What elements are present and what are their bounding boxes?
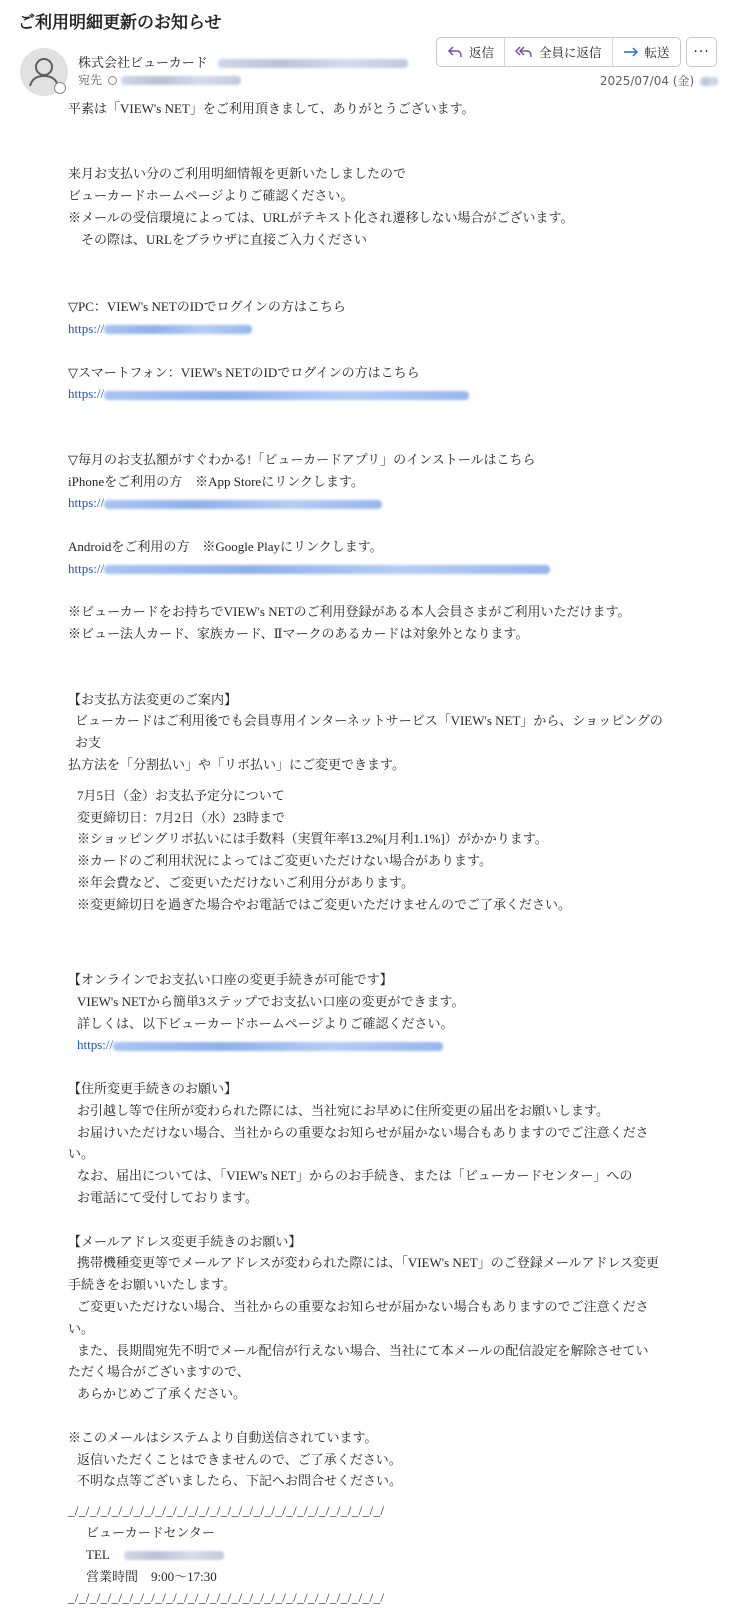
forward-button[interactable] [613, 38, 680, 66]
to-label: 宛先 [78, 73, 103, 87]
recipient-status-icon [108, 76, 117, 85]
link-prefix: https:// [68, 320, 105, 336]
body-line: ただく場合がございますので、 [68, 1364, 250, 1380]
body-line: 詳しくは、以下ビューカードホームページよりご確認ください。 [77, 1015, 454, 1031]
body-line: ※年会費など、ご変更いただけないご利用分があります。 [77, 874, 414, 890]
body-line: 返信いただくことはできませんので、ご了承ください。 [77, 1451, 402, 1467]
link-prefix: https:// [68, 386, 105, 402]
pc-login-link[interactable] [68, 318, 668, 340]
body-line: なお、届出については、「VIEW's NET」からのお手続き、または「ビューカードセンター」への [77, 1168, 633, 1184]
redacted-url [104, 565, 550, 574]
body-line: ※変更締切日を過ぎた場合やお電話ではご変更いただけませんのでご了承ください。 [77, 896, 572, 912]
body-line: ご変更いただけない場合、当社からの重要なお知らせが届かない場合もありますのでご注意くださ [77, 1299, 649, 1315]
body-line: 払方法を「分割払い」や「リボ払い」にご変更できます。 [68, 756, 405, 772]
signature-rule: _/_/_/_/_/_/_/_/_/_/_/_/_/_/_/_/_/_/_/_/_/_/_/_/_/_/_/_/_/ [68, 1503, 385, 1519]
body-line: お電話にて受付しております。 [77, 1190, 258, 1206]
redacted-sender-email [218, 59, 408, 68]
signature-rule: _/_/_/_/_/_/_/_/_/_/_/_/_/_/_/_/_/_/_/_/_/_/_/_/_/_/_/_/_/ [68, 1590, 385, 1606]
redacted-url [104, 325, 252, 334]
body-line: ※ビュー法人カード、家族カード、Ⅱマークのあるカードは対象外となります。 [68, 626, 529, 642]
section-heading: 【オンラインでお支払い口座の変更手続きが可能です】 [68, 972, 393, 988]
link-prefix: https:// [68, 495, 105, 511]
forward-label: 転送 [644, 45, 670, 60]
body-line: ビューカードはご利用後でも会員専用インターネットサービス「VIEW's NET」から、ショッピングのお支 [75, 713, 663, 751]
reply-button[interactable] [437, 38, 505, 66]
body-line: ※メールの受信環境によっては、URLがテキスト化され遷移しない場合がございます。 [68, 209, 574, 225]
body-line: Androidをご利用の方 ※Google Playにリンクします。 [68, 538, 383, 554]
section-heading: 【住所変更手続きのお願い】 [68, 1081, 238, 1097]
received-date [600, 72, 718, 89]
body-line: ▽PC：VIEW's NETのIDでログインの方はこちら [68, 299, 346, 315]
redacted-recipient-email [121, 76, 241, 85]
body-line: あらかじめご了承ください。 [77, 1386, 247, 1402]
body-line: ▽スマートフォン：VIEW's NETのIDでログインの方はこちら [68, 364, 420, 380]
recipient-line[interactable] [78, 71, 241, 88]
reply-label: 返信 [469, 45, 495, 60]
redacted-url [113, 1042, 443, 1051]
body-line: iPhoneをご利用の方 ※App Storeにリンクします。 [68, 473, 364, 489]
email-subject: ご利用明細更新のお知らせ [18, 13, 222, 33]
body-line: い。 [68, 1146, 95, 1162]
redacted-url [104, 391, 469, 400]
reply-all-icon [515, 45, 533, 59]
body-line: ※このメールはシステムより自動送信されています。 [68, 1429, 378, 1445]
reply-all-button[interactable] [505, 38, 613, 66]
body-line: また、長期間宛先不明でメール配信が行えない場合、当社にて本メールの配信設定を解除させてい [77, 1342, 649, 1358]
tel-label: TEL [86, 1546, 110, 1562]
email-body [68, 98, 668, 1609]
reply-all-label: 全員に返信 [539, 45, 602, 60]
presence-status-icon [54, 82, 66, 94]
body-line: VIEW's NETから簡単3ステップでお支払い口座の変更ができます。 [77, 993, 465, 1009]
message-actions [436, 37, 681, 67]
app-store-link[interactable] [68, 492, 668, 514]
google-play-link[interactable] [68, 558, 668, 580]
signature-name: ビューカードセンター [86, 1525, 215, 1540]
body-line: ▽毎月のお支払額がすぐわかる!「ビューカードアプリ」のインストールはこちら [68, 451, 536, 467]
reply-icon [447, 45, 463, 59]
body-line: ビューカードホームページよりご確認ください。 [68, 188, 354, 204]
smartphone-login-link[interactable] [68, 383, 668, 405]
more-actions-button[interactable]: ··· [686, 37, 717, 67]
sender-name: 株式会社ビューカード [78, 56, 208, 71]
signature-tel [68, 1544, 668, 1566]
body-line: 携帯機種変更等でメールアドレスが変わられた際には、「VIEW's NET」のご登録メールアドレス変更 [77, 1255, 660, 1271]
signature-hours: 営業時間 9:00～17:30 [86, 1568, 217, 1584]
section-heading: 【メールアドレス変更手続きのお願い】 [68, 1233, 302, 1249]
body-line: 平素は「VIEW's NET」をご利用頂きまして、ありがとうございます。 [68, 101, 475, 116]
body-line: お届けいただけない場合、当社からの重要なお知らせが届かない場合もありますのでご注意くださ [77, 1124, 649, 1140]
forward-icon [623, 45, 639, 59]
redacted-url [104, 500, 382, 509]
section-heading: 【お支払方法変更のご案内】 [68, 691, 238, 707]
date-text: 2025/07/04 (金) [599, 74, 695, 88]
sender-line[interactable] [78, 52, 408, 71]
body-line: 7月5日（金）お支払予定分について [77, 787, 285, 803]
account-change-link[interactable] [68, 1034, 668, 1056]
body-line: お引越し等で住所が変わられた際には、当社宛にお早めに住所変更の届出をお願いします。 [77, 1102, 609, 1118]
link-prefix: https:// [68, 560, 105, 576]
redacted-phone [124, 1551, 224, 1560]
redacted-time [700, 77, 718, 86]
body-line: 来月お支払い分のご利用明細情報を更新いたしましたので [68, 166, 407, 182]
link-prefix: https:// [77, 1037, 114, 1053]
body-line: 不明な点等ございましたら、下記へお問合せください。 [77, 1473, 403, 1489]
body-line: その際は、URLをブラウザに直接ご入力ください [81, 231, 368, 247]
body-line: い。 [68, 1320, 95, 1336]
body-line: 手続きをお願いいたします。 [68, 1277, 236, 1293]
body-line: ※ショッピングリボ払いには手数料（実質年率13.2%[月利1.1%]）がかかります。 [77, 831, 548, 847]
body-line: ※ビューカードをお持ちでVIEW's NETのご利用登録がある本人会員さまがご利用いただけます。 [68, 604, 631, 620]
body-line: ※カードのご利用状況によってはご変更いただけない場合があります。 [77, 853, 492, 869]
body-line: 変更締切日：7月2日（水）23時まで [77, 809, 286, 825]
